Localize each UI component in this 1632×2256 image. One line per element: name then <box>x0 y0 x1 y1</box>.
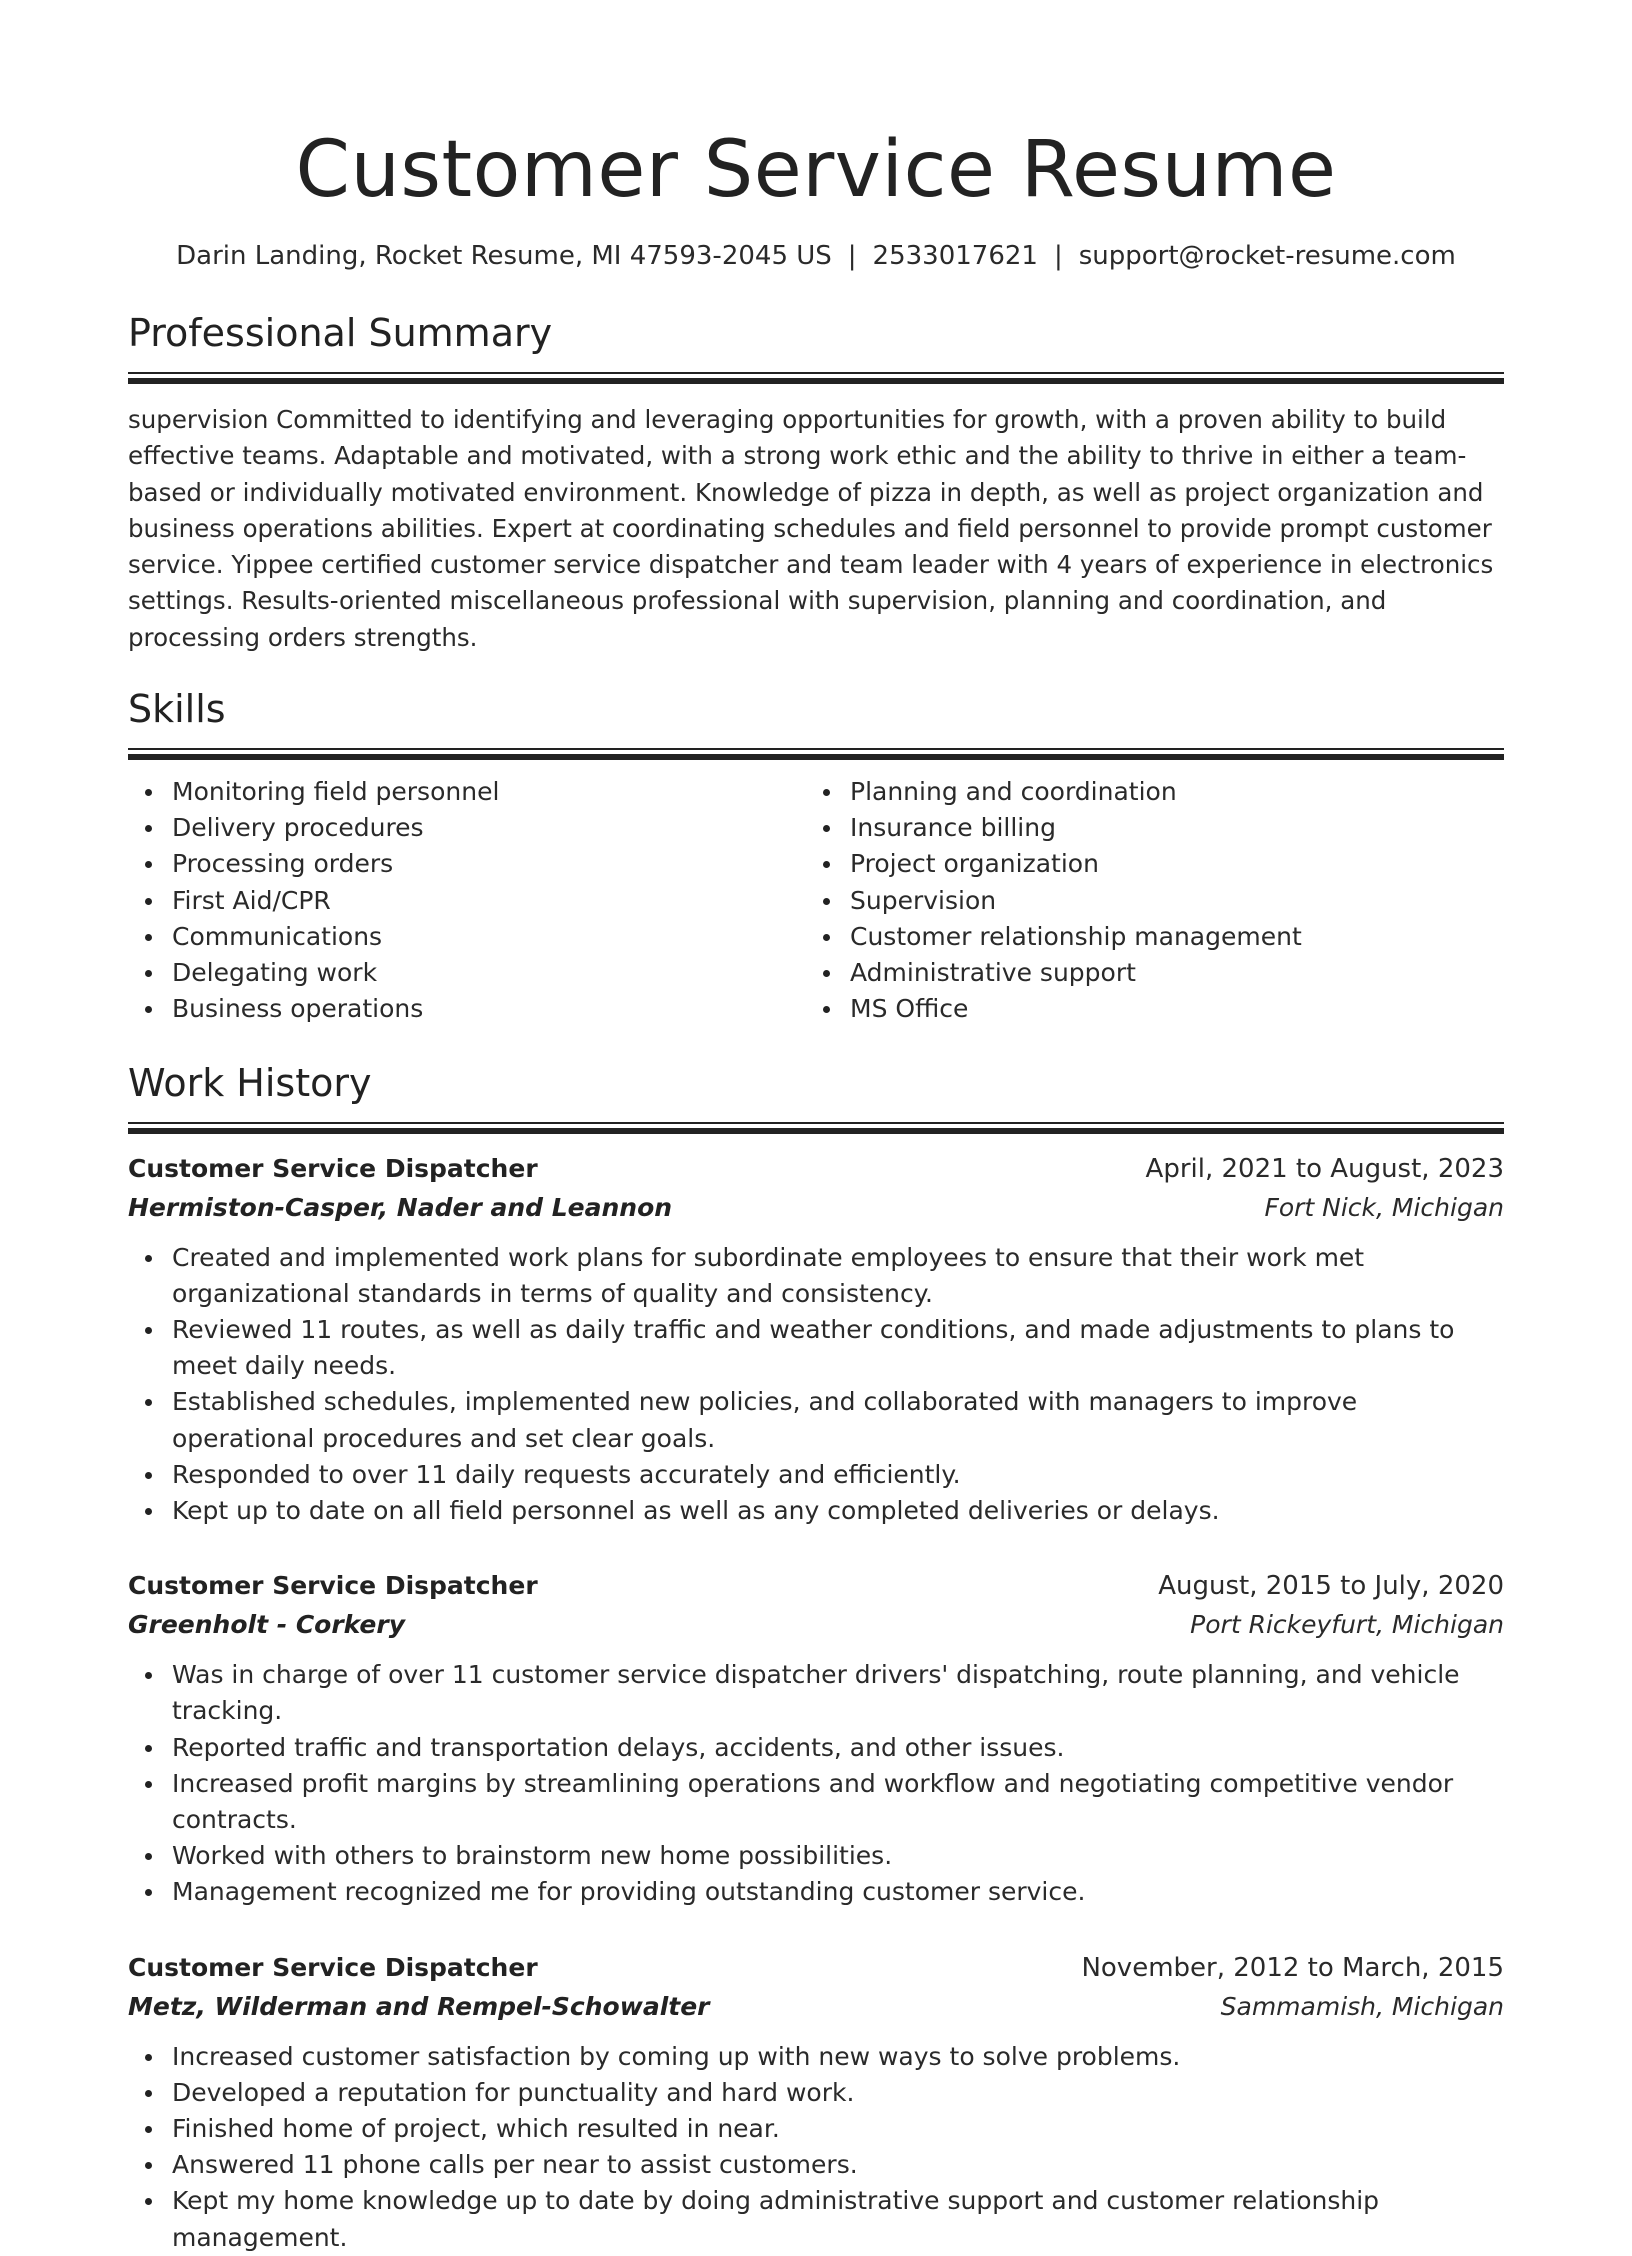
job-location: Fort Nick, Michigan <box>1264 1192 1504 1222</box>
job-subheader <box>128 1987 1504 2027</box>
duty-item: Management recognized me for providing outstanding customer service. <box>172 1874 1504 1910</box>
contact-line <box>128 238 1504 274</box>
section-divider <box>128 1122 1504 1132</box>
job-subheader <box>128 1188 1504 1228</box>
skill-item: Communications <box>172 919 806 955</box>
duty-item: Kept up to date on all field personnel as well as any completed deliveries or delays. <box>172 1493 1504 1529</box>
job-title: Customer Service Dispatcher <box>128 1153 538 1183</box>
section-title-work-history: Work History <box>128 1060 372 1105</box>
job-entry <box>128 1150 1504 1530</box>
duty-item: Reported traffic and transportation delays, accidents, and other issues. <box>172 1730 1504 1766</box>
job-duties <box>128 2039 1504 2256</box>
section-divider <box>128 748 1504 758</box>
job-header <box>128 1150 1504 1188</box>
resume-page <box>128 0 1504 2256</box>
skill-item: Processing orders <box>172 846 806 882</box>
section-divider <box>128 372 1504 382</box>
contact-email: support@rocket-resume.com <box>1078 241 1456 271</box>
job-header <box>128 1567 1504 1605</box>
skill-item: First Aid/CPR <box>172 883 806 919</box>
skill-item: Project organization <box>850 846 1484 882</box>
skill-item: MS Office <box>850 991 1484 1027</box>
duty-item: Worked with others to brainstorm new home possibilities. <box>172 1838 1504 1874</box>
contact-separator: | <box>1053 241 1063 271</box>
skill-item: Insurance billing <box>850 810 1484 846</box>
job-location: Sammamish, Michigan <box>1220 1991 1504 2021</box>
contact-address: Darin Landing, Rocket Resume, MI 47593-2045 US <box>176 241 832 271</box>
job-company: Hermiston-Casper, Nader and Leannon <box>128 1192 673 1222</box>
skill-item: Supervision <box>850 883 1484 919</box>
duty-item: Developed a reputation for punctuality and hard work. <box>172 2075 1504 2111</box>
skill-item: Business operations <box>172 991 806 1027</box>
skill-item: Monitoring field personnel <box>172 774 806 810</box>
duty-item: Established schedules, implemented new policies, and collaborated with managers to improve operational procedures and set clear goals. <box>172 1384 1504 1456</box>
duty-item: Answered 11 phone calls per near to assist customers. <box>172 2147 1504 2183</box>
job-entry <box>128 1949 1504 2256</box>
job-company: Greenholt - Corkery <box>128 1610 406 1640</box>
skills-column-left <box>128 774 806 1027</box>
section-title-skills: Skills <box>128 687 226 732</box>
duty-item: Was in charge of over 11 customer service dispatcher drivers' dispatching, route planning, and vehicle tracking. <box>172 1657 1504 1729</box>
job-entry <box>128 1567 1504 1910</box>
summary-text: supervision Committed to identifying and leveraging opportunities for growth, with a proven ability to build effective teams. Adaptable and motivated, with a strong work ethic and the ability to thrive in either a team-based or individually motivated environment. Knowledge of pizza in depth, as well as project organization and business operations abilities. Expert at coordinating schedules and field personnel to provide prompt customer service. Yippee certified customer service dispatcher and team leader with 4 years of experience in electronics settings. Results-oriented miscellaneous professional with supervision, planning and coordination, and processing orders strengths. <box>128 405 1494 652</box>
job-title: Customer Service Dispatcher <box>128 1952 538 1982</box>
skill-item: Delivery procedures <box>172 810 806 846</box>
skill-item: Customer relationship management <box>850 919 1484 955</box>
contact-phone: 2533017621 <box>872 241 1038 271</box>
duty-item: Responded to over 11 daily requests accurately and efficiently. <box>172 1457 1504 1493</box>
contact-separator: | <box>847 241 857 271</box>
job-duties <box>128 1240 1504 1530</box>
section-title-summary: Professional Summary <box>128 311 553 355</box>
skill-item: Planning and coordination <box>850 774 1484 810</box>
duty-item: Finished home of project, which resulted in near. <box>172 2111 1504 2147</box>
job-dates: April, 2021 to August, 2023 <box>1145 1153 1504 1184</box>
duty-item: Kept my home knowledge up to date by doing administrative support and customer relationship management. <box>172 2183 1504 2255</box>
skill-item: Delegating work <box>172 955 806 991</box>
resume-title: Customer Service Resume <box>295 125 1337 215</box>
job-subheader <box>128 1605 1504 1645</box>
job-dates: August, 2015 to July, 2020 <box>1158 1571 1504 1602</box>
job-header <box>128 1949 1504 1987</box>
duty-item: Created and implemented work plans for subordinate employees to ensure that their work met organizational standards in terms of quality and consistency. <box>172 1240 1504 1312</box>
job-dates: November, 2012 to March, 2015 <box>1081 1952 1504 1983</box>
job-location: Port Rickeyfurt, Michigan <box>1190 1610 1504 1640</box>
job-duties <box>128 1657 1504 1910</box>
duty-item: Increased profit margins by streamlining operations and workflow and negotiating competitive vendor contracts. <box>172 1766 1504 1838</box>
duty-item: Increased customer satisfaction by coming up with new ways to solve problems. <box>172 2039 1504 2075</box>
skills-list <box>128 774 1504 1027</box>
job-title: Customer Service Dispatcher <box>128 1571 538 1601</box>
duty-item: Reviewed 11 routes, as well as daily traffic and weather conditions, and made adjustments to plans to meet daily needs. <box>172 1312 1504 1384</box>
skill-item: Administrative support <box>850 955 1484 991</box>
job-company: Metz, Wilderman and Rempel-Schowalter <box>128 1991 710 2021</box>
skills-column-right <box>806 774 1484 1027</box>
